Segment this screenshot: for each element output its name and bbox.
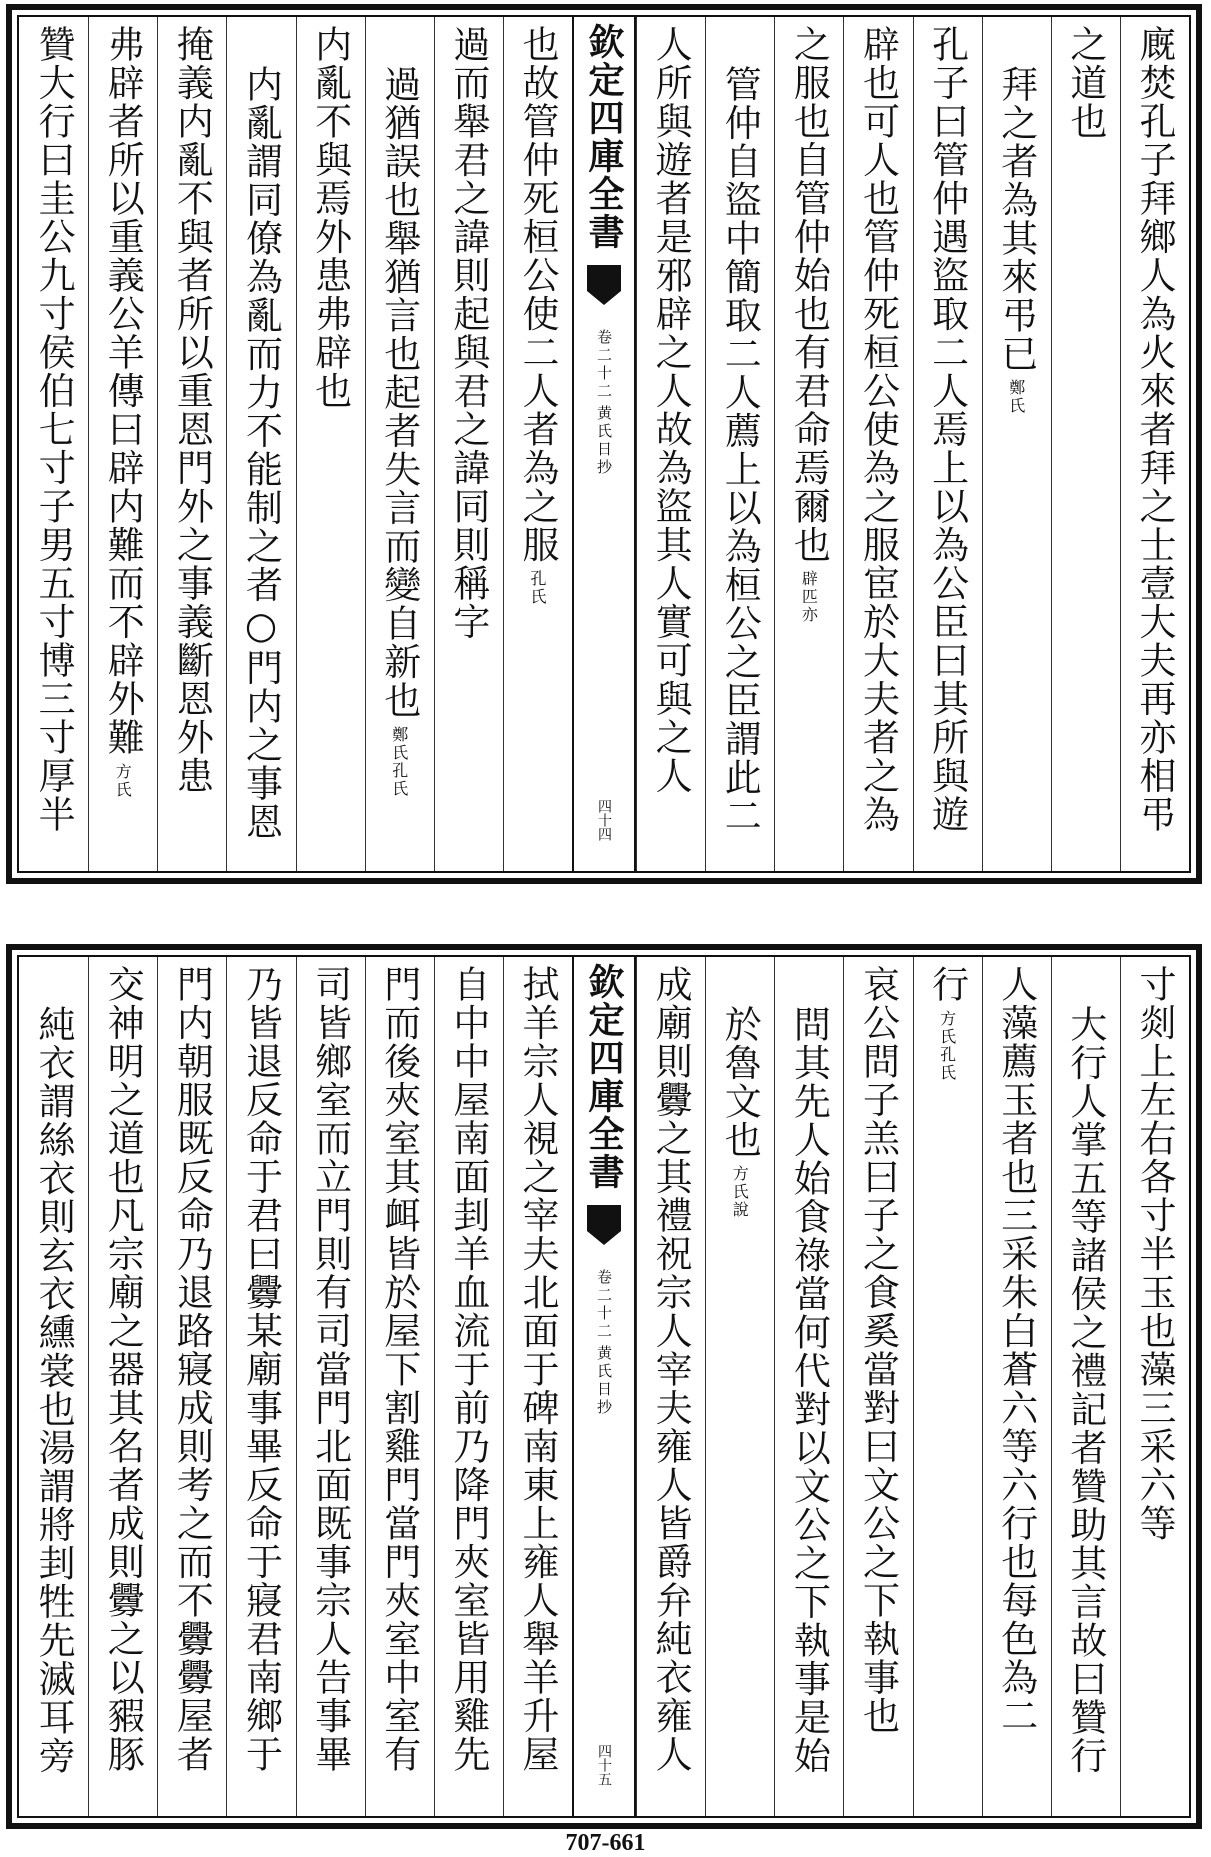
text-column: 於魯文也方氏說 (705, 957, 774, 1816)
text-column: 問其先人始食祿當何代對以文公之下執事是始 (774, 957, 843, 1816)
text-column: 門而後夾室其衈皆於屋下割雞門當門夾室中室有 (365, 957, 434, 1816)
text-column: 人藻薦玉者也三采朱白蒼六等六行也每色為二 (982, 957, 1051, 1816)
fishtail-mark-icon (587, 1205, 621, 1251)
text-column: 交神明之道也凡宗廟之器其名者成則釁之以豭豚 (88, 957, 157, 1816)
text-column: 寸剡上左右各寸半玉也藻三采六等 (1120, 957, 1189, 1816)
text-column: 拜之者為其來弔已鄭氏 (982, 17, 1051, 871)
top-page-columns (17, 15, 1191, 873)
text-column: 人所與遊者是邪辟之人故為盜其人實可與之人 (636, 17, 705, 871)
text-column: 哀公問子羔曰子之食奚當對曰文公之下執事也 (843, 957, 912, 1816)
fold-title: 欽定四庫全書 (583, 963, 625, 1191)
text-column: 弗辟者所以重義公羊傳曰辟内難而不辟外難方氏 (88, 17, 157, 871)
text-column: 廐焚孔子拜鄉人為火來者拜之士壹大夫再亦相弔 (1120, 17, 1189, 871)
commentary-note: 孔氏 (528, 570, 547, 606)
text-column: 之服也自管仲始也有君命焉爾也辟匹亦 (774, 17, 843, 871)
text-column: 贊大行曰圭公九寸侯伯七寸子男五寸博三寸厚半 (32, 25, 76, 834)
commentary-note: 方氏孔氏 (937, 1009, 957, 1082)
fishtail-mark-icon (587, 265, 621, 311)
fold-column (572, 17, 636, 871)
text-column: 成廟則釁之其禮祝宗人宰夫雍人皆爵弁純衣雍人 (636, 957, 705, 1816)
text-column: 過而舉君之諱則起與君之諱同則稱字 (434, 17, 503, 871)
fold-title: 欽定四庫全書 (583, 23, 625, 251)
fold-leaf-number: 四十五 (596, 1744, 612, 1786)
text-column: 内亂謂同僚為亂而力不能制之者○門内之事恩 (226, 17, 295, 871)
text-column: 行方氏孔氏 (913, 957, 982, 1816)
fold-book-title: 黄氏日抄 (595, 1345, 613, 1417)
fold-volume: 卷二十二 (595, 329, 613, 401)
text-column: 拭羊宗人視之宰夫北面于碑南東上雍人舉羊升屋 (503, 957, 572, 1816)
fold-column (572, 957, 636, 1816)
text-column: 之道也 (1051, 17, 1120, 871)
text-column: 門内朝服既反命乃退路寢成則考之而不釁釁屋者 (157, 957, 226, 1816)
commentary-note: 辟匹亦 (799, 570, 819, 624)
text-column: 純衣謂絲衣則玄衣纁裳也湯謂將刲牲先滅耳旁 (32, 1005, 76, 1775)
text-column: 過猶誤也舉猶言也起者失言而變自新也鄭氏孔氏 (365, 17, 434, 871)
text-column: 司皆鄉室而立門則有司當門北面既事宗人告事畢 (296, 957, 365, 1816)
fold-info (595, 329, 613, 477)
bottom-page-columns (17, 955, 1191, 1818)
fold-book-title: 黄氏日抄 (595, 405, 613, 477)
fold-volume: 卷二十二 (595, 1269, 613, 1341)
text-column: 内亂不與焉外患弗辟也 (296, 17, 365, 871)
commentary-note: 鄭氏 (1006, 379, 1026, 415)
commentary-note: 鄭氏孔氏 (389, 725, 409, 798)
top-page-panel (6, 4, 1202, 884)
text-column: 自中中屋南面刲羊血流于前乃降門夾室皆用雞先 (434, 957, 503, 1816)
text-column: 也故管仲死桓公使二人者為之服孔氏 (503, 17, 572, 871)
text-column: 管仲自盜中簡取二人薦上以為桓公之臣謂此二 (705, 17, 774, 871)
commentary-note: 方氏說 (730, 1165, 750, 1219)
text-column: 掩義内亂不與者所以重恩門外之事義斷恩外患 (157, 17, 226, 871)
text-column: 辟也可人也管仲死桓公使為之服宦於大夫者之為 (843, 17, 912, 871)
text-column: 大行人掌五等諸侯之禮記者贊助其言故曰贊行 (1051, 957, 1120, 1816)
commentary-note: 方氏 (113, 762, 133, 799)
page-number: 707-661 (565, 1830, 646, 1856)
text-column: 乃皆退反命于君曰釁某廟事畢反命于寢君南鄉于 (226, 957, 295, 1816)
fold-info (595, 1269, 613, 1417)
fold-leaf-number: 四十四 (596, 799, 612, 841)
text-column: 孔子曰管仲遇盜取二人焉上以為公臣曰其所與遊 (913, 17, 982, 871)
bottom-page-panel (6, 944, 1202, 1829)
